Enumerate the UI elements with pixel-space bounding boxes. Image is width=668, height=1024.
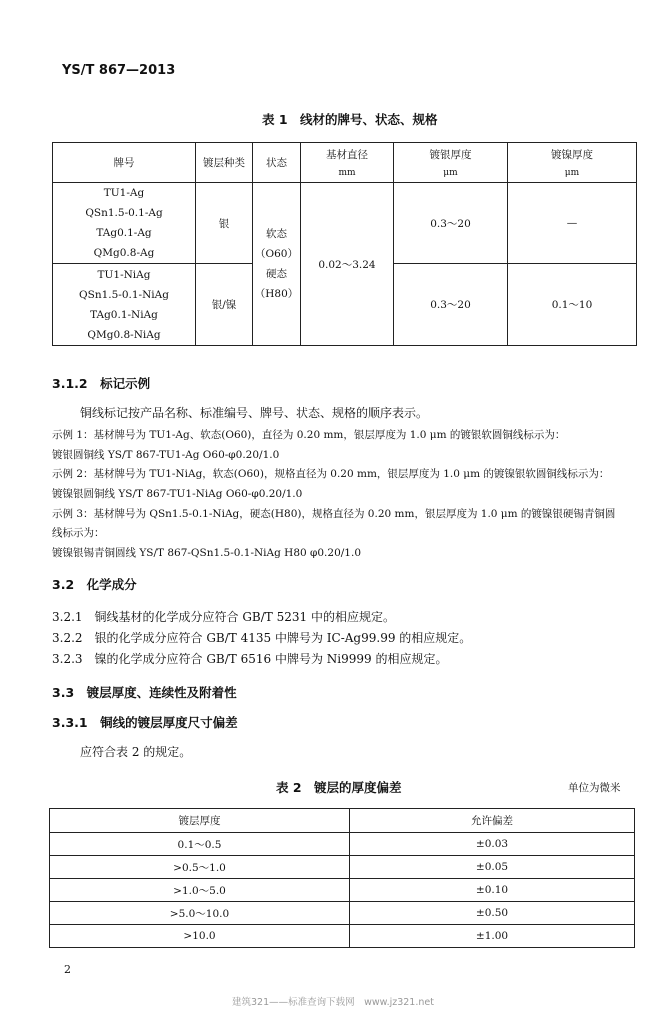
tolerance-cell: ±1.00 <box>350 925 635 948</box>
col-thickness: 镀层厚度 <box>50 809 350 833</box>
group1-coating: 银 <box>196 183 253 264</box>
diameter-unit: mm <box>338 168 356 178</box>
table2-unit: 单位为微米 <box>568 782 621 794</box>
table2-caption: 表 2 镀层的厚度偏差 <box>276 780 402 795</box>
group1-grades <box>53 183 196 264</box>
grade: QSn1.5-0.1-NiAg <box>79 288 169 301</box>
grade: QMg0.8-NiAg <box>87 328 161 341</box>
tolerance-cell: ±0.10 <box>350 879 635 902</box>
grade: TAg0.1-Ag <box>96 227 152 239</box>
diameter-cell: 0.02～3.24 <box>301 183 394 346</box>
group2-coating: 银/镍 <box>196 264 253 346</box>
example-2: 示例 2：基材牌号为 TU1-NiAg，软态(O60)，规格直径为 0.20 mm，银层厚度为 1.0 μm 的镀镍银软圆铜线标示为： <box>52 468 610 480</box>
section-3-3-heading: 3.3 镀层厚度、连续性及附着性 <box>52 685 237 700</box>
group2-ag: 0.3～20 <box>394 264 508 346</box>
table-row <box>50 856 635 879</box>
table1-caption: 表 1 线材的牌号、状态、规格 <box>262 112 438 127</box>
example-3-line2: 线标示为： <box>52 527 105 539</box>
diameter-label: 基材直径 <box>326 149 368 161</box>
tolerance-cell: ±0.03 <box>350 833 635 856</box>
table2 <box>49 808 635 948</box>
ag-thickness-label: 镀银厚度 <box>429 149 472 161</box>
state: 硬态 <box>266 268 287 280</box>
col-coating: 镀层种类 <box>196 143 253 183</box>
refer-table2: 应符合表 2 的规定。 <box>80 745 192 759</box>
grade: QSn1.5-0.1-Ag <box>85 207 163 219</box>
table1 <box>52 142 637 346</box>
table-row <box>50 833 635 856</box>
tolerance-cell: ±0.50 <box>350 902 635 925</box>
col-tolerance: 允许偏差 <box>350 809 635 833</box>
state: （O60） <box>255 248 298 260</box>
ni-thickness-unit: μm <box>564 168 580 178</box>
standard-number: YS/T 867—2013 <box>62 63 176 78</box>
state: 软态 <box>266 228 287 240</box>
table-row <box>50 902 635 925</box>
group2-ni: 0.1～10 <box>508 264 637 346</box>
thickness-cell: >1.0～5.0 <box>50 879 350 902</box>
example-1-mark: 镀银圆铜线 YS/T 867-TU1-Ag O60-φ0.20/1.0 <box>52 449 280 461</box>
group1-ag: 0.3～20 <box>394 183 508 264</box>
col-ag-thickness <box>394 143 508 183</box>
grade: TU1-Ag <box>103 187 145 199</box>
clause-3-2-1: 3.2.1 铜线基材的化学成分应符合 GB/T 5231 中的相应规定。 <box>52 610 395 624</box>
ag-thickness-unit: μm <box>443 168 458 178</box>
thickness-cell: >0.5～1.0 <box>50 856 350 879</box>
section-3-2-heading: 3.2 化学成分 <box>52 577 137 592</box>
tolerance-cell: ±0.05 <box>350 856 635 879</box>
col-state: 状态 <box>253 143 301 183</box>
grade: QMg0.8-Ag <box>93 247 155 259</box>
example-3-line1: 示例 3：基材牌号为 QSn1.5-0.1-NiAg，硬态(H80)，规格直径为 0.20 mm，银层厚度为 1.0 μm 的镀镍银硬锡青铜圆 <box>52 508 616 520</box>
page-number: 2 <box>64 963 71 976</box>
example-2-mark: 镀镍银圆铜线 YS/T 867-TU1-NiAg O60-φ0.20/1.0 <box>52 488 303 500</box>
ni-thickness-label: 镀镍厚度 <box>551 149 593 161</box>
marking-intro: 铜线标记按产品名称、标准编号、牌号、状态、规格的顺序表示。 <box>80 406 429 420</box>
group1-ni: — <box>508 183 637 264</box>
table-row <box>50 879 635 902</box>
group2-grades <box>53 264 196 346</box>
col-diameter <box>301 143 394 183</box>
grade: TU1-NiAg <box>97 268 151 281</box>
thickness-cell: 0.1～0.5 <box>50 833 350 856</box>
example-3-mark: 镀镍银锡青铜圆线 YS/T 867-QSn1.5-0.1-NiAg H80 φ0.20/1.0 <box>52 547 361 559</box>
clause-3-2-2: 3.2.2 银的化学成分应符合 GB/T 4135 中牌号为 IC-Ag99.99 的相应规定。 <box>52 631 472 645</box>
clause-3-2-3: 3.2.3 镍的化学成分应符合 GB/T 6516 中牌号为 Ni9999 的相应规定。 <box>52 652 448 666</box>
footer-watermark: 建筑321——标准查询下载网 www.jz321.net <box>232 997 434 1008</box>
col-grade: 牌号 <box>53 143 196 183</box>
col-ni-thickness <box>508 143 637 183</box>
example-1: 示例 1：基材牌号为 TU1-Ag、软态(O60)，直径为 0.20 mm，银层厚度为 1.0 μm 的镀银软圆铜线标示为： <box>52 429 566 441</box>
table-row <box>53 183 637 264</box>
grade: TAg0.1-NiAg <box>90 308 158 321</box>
thickness-cell: >5.0～10.0 <box>50 902 350 925</box>
section-3-1-2-heading: 3.1.2 标记示例 <box>52 376 151 391</box>
thickness-cell: >10.0 <box>50 925 350 948</box>
table-row <box>50 925 635 948</box>
state: （H80） <box>254 288 299 300</box>
section-3-3-1-heading: 3.3.1 铜线的镀层厚度尺寸偏差 <box>52 715 238 730</box>
state-cell <box>253 183 301 346</box>
